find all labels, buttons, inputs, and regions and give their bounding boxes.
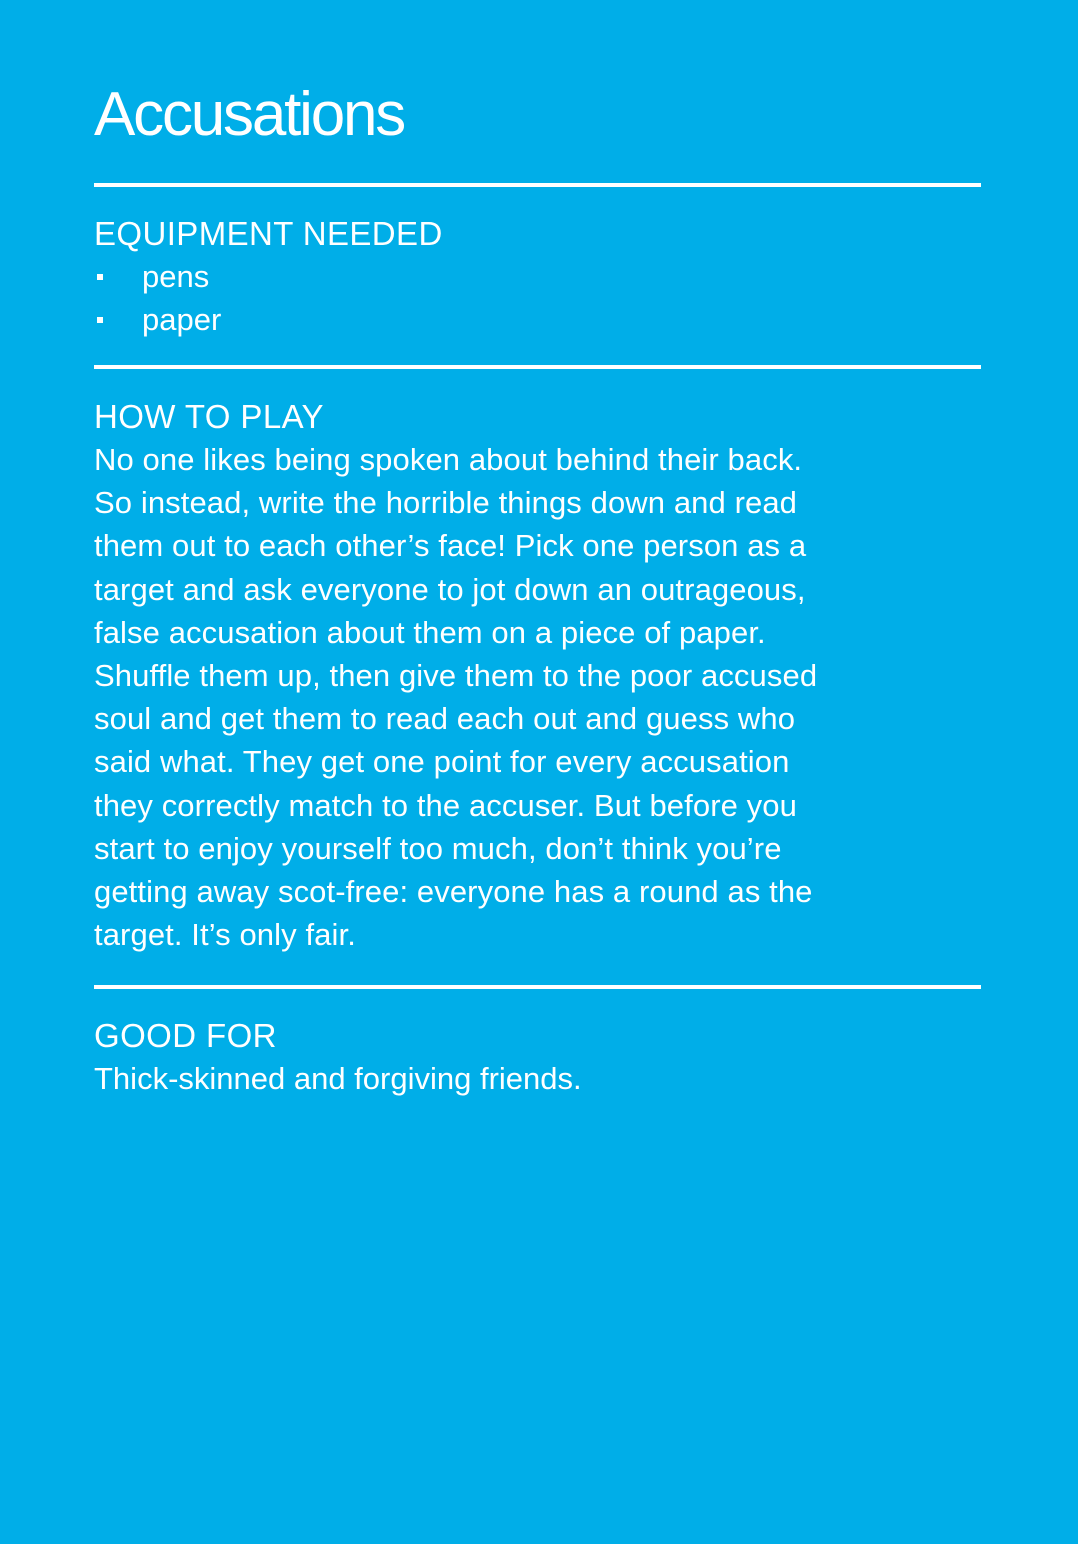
text-line: false accusation about them on a piece of paper. — [94, 614, 766, 650]
divider-top — [94, 183, 981, 187]
equipment-item-label: pens — [142, 259, 210, 294]
text-line: said what. They get one point for every accusation — [94, 744, 790, 780]
text-line: they correctly match to the accuser. But before you — [94, 787, 797, 823]
how-to-play-heading: HOW TO PLAY — [94, 398, 324, 435]
text-line: Shuffle them up, then give them to the poor accused — [94, 658, 818, 694]
divider-middle — [94, 365, 981, 369]
text-line: getting away scot-free: everyone has a round as the — [94, 874, 813, 910]
equipment-heading: EQUIPMENT NEEDED — [94, 215, 443, 252]
text-line: target. It’s only fair. — [94, 917, 356, 953]
good-for-text: Thick-skinned and forgiving friends. — [94, 1061, 582, 1096]
how-to-play-text — [94, 438, 981, 956]
good-for-heading: GOOD FOR — [94, 1017, 277, 1054]
divider-bottom — [94, 985, 981, 989]
text-line: start to enjoy yourself too much, don’t think you’re — [94, 830, 782, 866]
square-bullet-icon — [97, 274, 103, 280]
card-title: Accusations — [94, 80, 405, 149]
text-line: soul and get them to read each out and guess who — [94, 701, 796, 737]
text-line: target and ask everyone to jot down an outrageous, — [94, 571, 806, 607]
text-line: So instead, write the horrible things down and read — [94, 485, 798, 521]
equipment-item-label: paper — [142, 302, 222, 337]
square-bullet-icon — [97, 317, 103, 323]
text-line: them out to each other’s face! Pick one person as a — [94, 528, 807, 564]
text-line: No one likes being spoken about behind their back. — [94, 442, 803, 477]
